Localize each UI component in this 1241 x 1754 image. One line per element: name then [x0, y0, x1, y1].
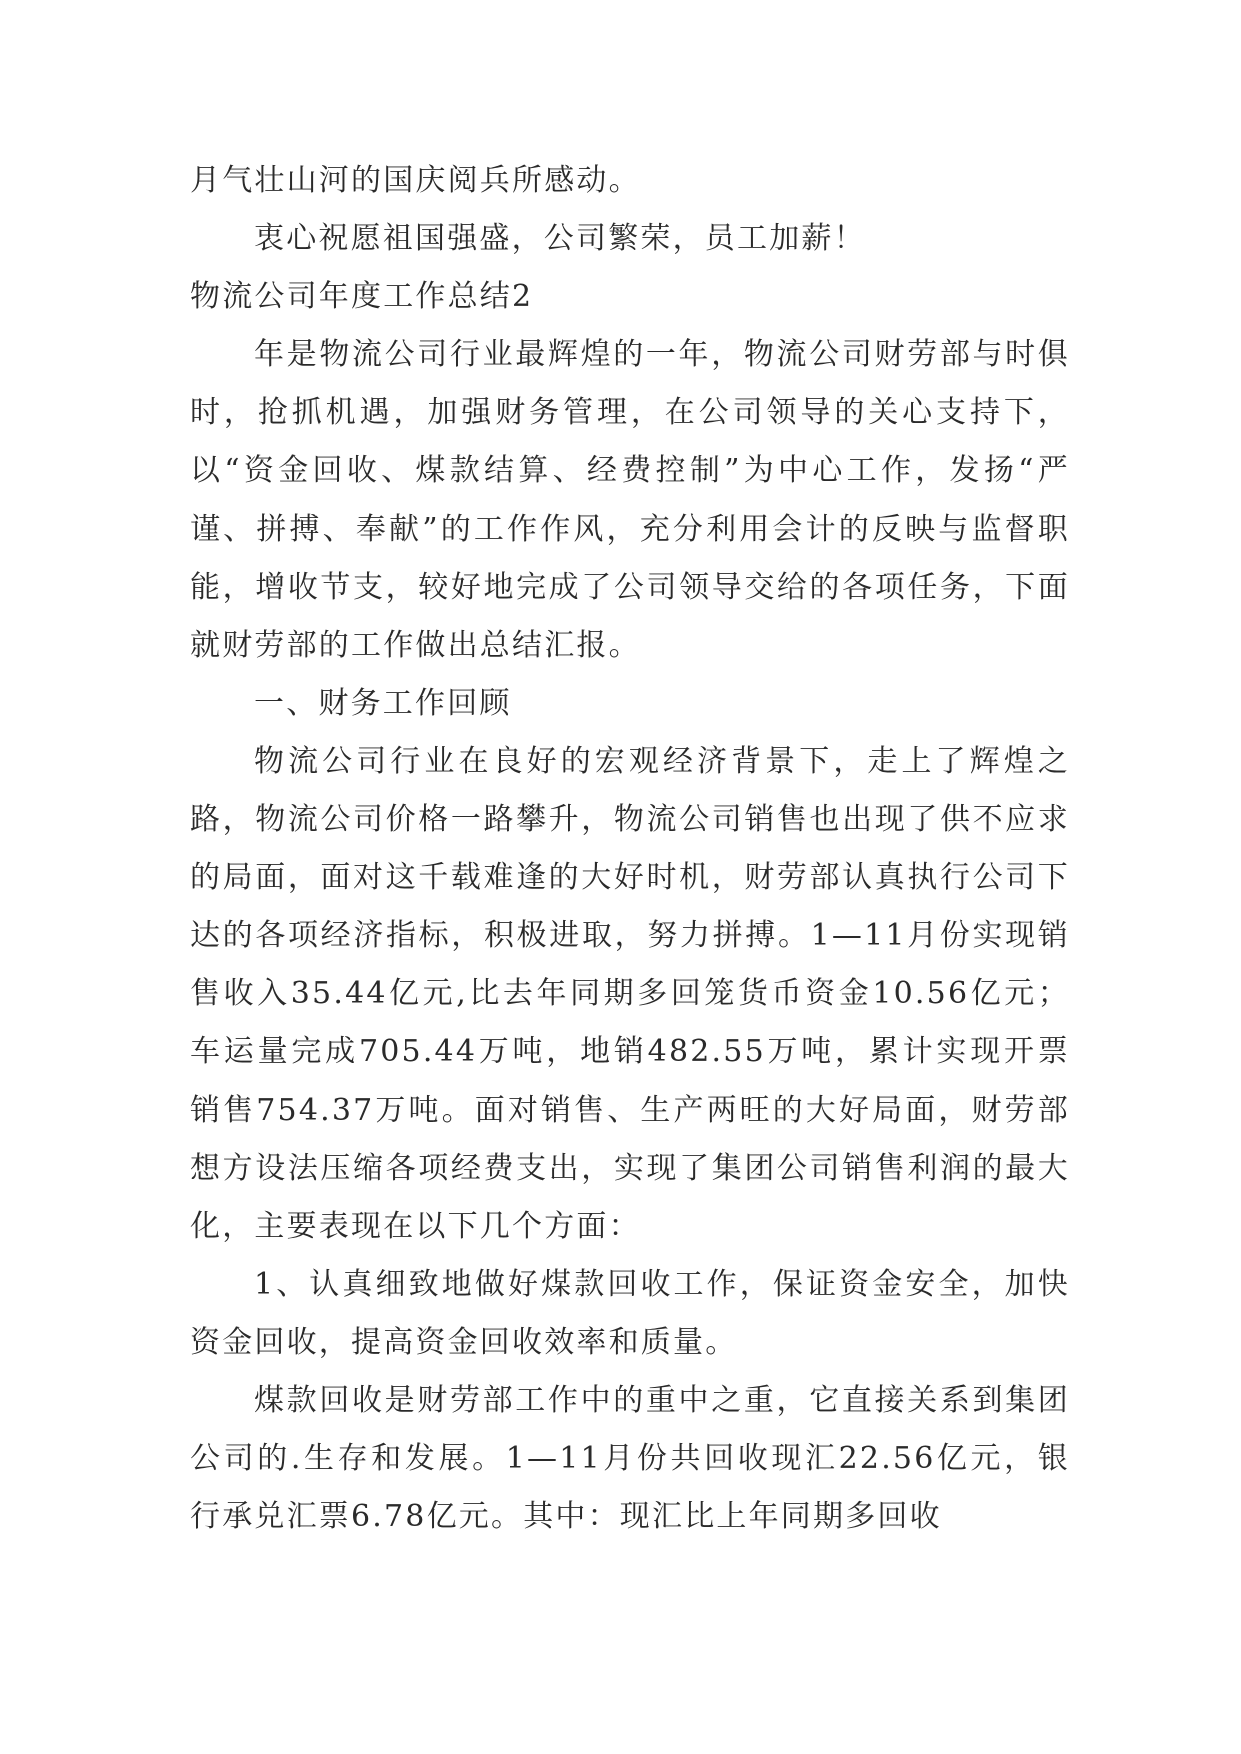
- paragraph-payment-collection: 煤款回收是财劳部工作中的重中之重，它直接关系到集团公司的.生存和发展。1—11月份共回收现汇22.56亿元，银行承兑汇票6.78亿元。其中：现汇比上年同期多回收: [190, 1382, 1070, 1535]
- paragraph-review: 物流公司行业在良好的宏观经济背景下，走上了辉煌之路，物流公司价格一路攀升，物流公司销售也出现了供不应求的局面，面对这千载难逢的大好时机，财劳部认真执行公司下达的各项经济指标，积极进取，努力拼搏。1—11月份实现销售收入35.44亿元,比去年同期多回笼货币资金10.56亿元；车运量完成705.44万吨，地销482.55万吨，累计实现开票销售754.37万吨。面对销售、生产两旺的大好局面，财劳部想方设法压缩各项经费支出，实现了集团公司销售利润的最大化，主要表现在以下几个方面：: [190, 743, 1070, 1244]
- document-body: [190, 152, 1070, 1546]
- paragraph-2: 衷心祝愿祖国强盛，公司繁荣，员工加薪！: [254, 221, 866, 257]
- paragraph-intro: 年是物流公司行业最辉煌的一年，物流公司财劳部与时俱时，抢抓机遇，加强财务管理，在公司领导的关心支持下，以“资金回收、煤款结算、经费控制”为中心工作，发扬“严谨、拼搏、奉献”的工作作风，充分利用会计的反映与监督职能，增收节支，较好地完成了公司领导交给的各项任务，下面就财劳部的工作做出总结汇报。: [190, 337, 1070, 663]
- paragraph-item-1: 1、认真细致地做好煤款回收工作，保证资金安全，加快资金回收，提高资金回收效率和质量。: [190, 1266, 1070, 1360]
- paragraph-1: 月气壮山河的国庆阅兵所感动。: [190, 163, 641, 198]
- heading-financial-review: 一、财务工作回顾: [254, 685, 512, 721]
- section-title: 物流公司年度工作总结2: [190, 279, 534, 315]
